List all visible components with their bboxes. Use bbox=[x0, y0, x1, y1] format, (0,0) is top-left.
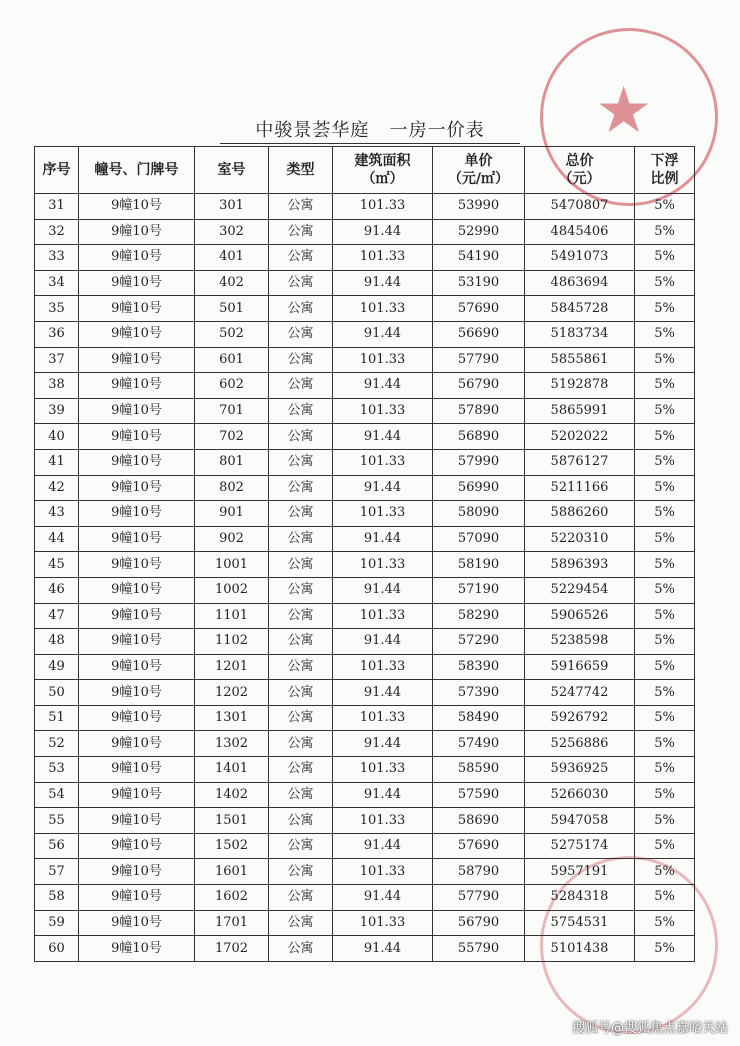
cell-room: 1702 bbox=[195, 936, 269, 962]
cell-type: 公寓 bbox=[269, 526, 333, 552]
cell-room: 302 bbox=[195, 219, 269, 245]
cell-area: 101.33 bbox=[333, 705, 433, 731]
cell-unit-price: 56990 bbox=[433, 475, 525, 501]
cell-discount: 5% bbox=[635, 296, 695, 322]
cell-index: 49 bbox=[35, 654, 79, 680]
cell-unit-price: 57390 bbox=[433, 680, 525, 706]
cell-discount: 5% bbox=[635, 245, 695, 271]
cell-area: 101.33 bbox=[333, 808, 433, 834]
table-row bbox=[35, 654, 695, 680]
cell-unit-price: 53990 bbox=[433, 194, 525, 220]
cell-type: 公寓 bbox=[269, 270, 333, 296]
cell-building: 9幢10号 bbox=[79, 654, 195, 680]
cell-total-price: 5957191 bbox=[525, 859, 635, 885]
table-row bbox=[35, 782, 695, 808]
cell-discount: 5% bbox=[635, 757, 695, 783]
cell-total-price: 5220310 bbox=[525, 526, 635, 552]
cell-total-price: 5865991 bbox=[525, 398, 635, 424]
cell-building: 9幢10号 bbox=[79, 705, 195, 731]
cell-index: 52 bbox=[35, 731, 79, 757]
cell-area: 101.33 bbox=[333, 859, 433, 885]
cell-building: 9幢10号 bbox=[79, 680, 195, 706]
header-index: 序号 bbox=[35, 147, 79, 194]
table-row bbox=[35, 245, 695, 271]
cell-total-price: 5947058 bbox=[525, 808, 635, 834]
cell-discount: 5% bbox=[635, 552, 695, 578]
cell-building: 9幢10号 bbox=[79, 833, 195, 859]
cell-area: 101.33 bbox=[333, 296, 433, 322]
cell-room: 502 bbox=[195, 321, 269, 347]
cell-room: 602 bbox=[195, 373, 269, 399]
cell-room: 1302 bbox=[195, 731, 269, 757]
cell-type: 公寓 bbox=[269, 808, 333, 834]
header-area: 建筑面积 （㎡） bbox=[333, 147, 433, 194]
cell-room: 1701 bbox=[195, 910, 269, 936]
cell-room: 1102 bbox=[195, 629, 269, 655]
cell-index: 43 bbox=[35, 501, 79, 527]
table-row bbox=[35, 296, 695, 322]
cell-area: 101.33 bbox=[333, 757, 433, 783]
cell-total-price: 5211166 bbox=[525, 475, 635, 501]
cell-type: 公寓 bbox=[269, 449, 333, 475]
cell-total-price: 5754531 bbox=[525, 910, 635, 936]
cell-index: 59 bbox=[35, 910, 79, 936]
cell-index: 56 bbox=[35, 833, 79, 859]
table-row bbox=[35, 885, 695, 911]
cell-index: 51 bbox=[35, 705, 79, 731]
table-row bbox=[35, 347, 695, 373]
cell-building: 9幢10号 bbox=[79, 936, 195, 962]
cell-index: 46 bbox=[35, 577, 79, 603]
cell-discount: 5% bbox=[635, 321, 695, 347]
cell-unit-price: 53190 bbox=[433, 270, 525, 296]
cell-type: 公寓 bbox=[269, 219, 333, 245]
cell-unit-price: 58190 bbox=[433, 552, 525, 578]
cell-area: 91.44 bbox=[333, 833, 433, 859]
header-unit-price: 单价 （元/㎡） bbox=[433, 147, 525, 194]
cell-index: 39 bbox=[35, 398, 79, 424]
cell-unit-price: 58790 bbox=[433, 859, 525, 885]
cell-total-price: 5876127 bbox=[525, 449, 635, 475]
cell-area: 91.44 bbox=[333, 936, 433, 962]
cell-total-price: 5470807 bbox=[525, 194, 635, 220]
header-total-price: 总价 （元） bbox=[525, 147, 635, 194]
cell-total-price: 5101438 bbox=[525, 936, 635, 962]
cell-building: 9幢10号 bbox=[79, 577, 195, 603]
cell-room: 601 bbox=[195, 347, 269, 373]
cell-discount: 5% bbox=[635, 629, 695, 655]
cell-room: 801 bbox=[195, 449, 269, 475]
cell-type: 公寓 bbox=[269, 885, 333, 911]
cell-unit-price: 58690 bbox=[433, 808, 525, 834]
table-row bbox=[35, 194, 695, 220]
cell-total-price: 4863694 bbox=[525, 270, 635, 296]
cell-building: 9幢10号 bbox=[79, 296, 195, 322]
cell-total-price: 5229454 bbox=[525, 577, 635, 603]
cell-total-price: 5926792 bbox=[525, 705, 635, 731]
cell-discount: 5% bbox=[635, 424, 695, 450]
cell-discount: 5% bbox=[635, 501, 695, 527]
cell-index: 42 bbox=[35, 475, 79, 501]
cell-total-price: 5855861 bbox=[525, 347, 635, 373]
cell-discount: 5% bbox=[635, 654, 695, 680]
cell-room: 1602 bbox=[195, 885, 269, 911]
cell-index: 32 bbox=[35, 219, 79, 245]
cell-type: 公寓 bbox=[269, 373, 333, 399]
cell-room: 1202 bbox=[195, 680, 269, 706]
source-watermark: 搜狐号@搜狐焦点嘉峪关站 bbox=[571, 1021, 728, 1036]
cell-type: 公寓 bbox=[269, 552, 333, 578]
cell-discount: 5% bbox=[635, 526, 695, 552]
cell-area: 101.33 bbox=[333, 347, 433, 373]
cell-unit-price: 56690 bbox=[433, 321, 525, 347]
cell-building: 9幢10号 bbox=[79, 373, 195, 399]
cell-discount: 5% bbox=[635, 705, 695, 731]
cell-building: 9幢10号 bbox=[79, 859, 195, 885]
table-row bbox=[35, 680, 695, 706]
cell-discount: 5% bbox=[635, 910, 695, 936]
cell-room: 1502 bbox=[195, 833, 269, 859]
cell-type: 公寓 bbox=[269, 296, 333, 322]
cell-area: 101.33 bbox=[333, 501, 433, 527]
cell-discount: 5% bbox=[635, 782, 695, 808]
cell-room: 1101 bbox=[195, 603, 269, 629]
cell-type: 公寓 bbox=[269, 833, 333, 859]
cell-area: 91.44 bbox=[333, 270, 433, 296]
cell-total-price: 5284318 bbox=[525, 885, 635, 911]
table-header-row bbox=[35, 147, 695, 194]
price-table bbox=[34, 146, 695, 962]
cell-building: 9幢10号 bbox=[79, 194, 195, 220]
cell-total-price: 5491073 bbox=[525, 245, 635, 271]
cell-unit-price: 52990 bbox=[433, 219, 525, 245]
cell-unit-price: 57790 bbox=[433, 347, 525, 373]
cell-type: 公寓 bbox=[269, 577, 333, 603]
cell-area: 101.33 bbox=[333, 552, 433, 578]
table-row bbox=[35, 501, 695, 527]
cell-area: 91.44 bbox=[333, 475, 433, 501]
cell-area: 91.44 bbox=[333, 526, 433, 552]
cell-discount: 5% bbox=[635, 373, 695, 399]
cell-building: 9幢10号 bbox=[79, 910, 195, 936]
cell-type: 公寓 bbox=[269, 424, 333, 450]
table-row bbox=[35, 705, 695, 731]
cell-discount: 5% bbox=[635, 936, 695, 962]
cell-total-price: 5183734 bbox=[525, 321, 635, 347]
header-type: 类型 bbox=[269, 147, 333, 194]
cell-discount: 5% bbox=[635, 219, 695, 245]
cell-room: 1601 bbox=[195, 859, 269, 885]
cell-area: 101.33 bbox=[333, 910, 433, 936]
cell-type: 公寓 bbox=[269, 501, 333, 527]
cell-type: 公寓 bbox=[269, 731, 333, 757]
table-row bbox=[35, 757, 695, 783]
table-row bbox=[35, 577, 695, 603]
header-building: 幢号、门牌号 bbox=[79, 147, 195, 194]
table-row bbox=[35, 603, 695, 629]
cell-discount: 5% bbox=[635, 270, 695, 296]
cell-index: 36 bbox=[35, 321, 79, 347]
cell-room: 702 bbox=[195, 424, 269, 450]
cell-index: 34 bbox=[35, 270, 79, 296]
cell-type: 公寓 bbox=[269, 398, 333, 424]
seal-star-icon: ★ bbox=[595, 74, 653, 148]
cell-room: 401 bbox=[195, 245, 269, 271]
cell-building: 9幢10号 bbox=[79, 424, 195, 450]
table-row bbox=[35, 808, 695, 834]
cell-total-price: 5936925 bbox=[525, 757, 635, 783]
cell-unit-price: 58390 bbox=[433, 654, 525, 680]
cell-unit-price: 57290 bbox=[433, 629, 525, 655]
header-discount: 下浮 比例 bbox=[635, 147, 695, 194]
table-row bbox=[35, 321, 695, 347]
cell-discount: 5% bbox=[635, 731, 695, 757]
cell-index: 47 bbox=[35, 603, 79, 629]
cell-type: 公寓 bbox=[269, 680, 333, 706]
cell-unit-price: 57790 bbox=[433, 885, 525, 911]
cell-unit-price: 54190 bbox=[433, 245, 525, 271]
cell-room: 1002 bbox=[195, 577, 269, 603]
table-row bbox=[35, 475, 695, 501]
cell-index: 50 bbox=[35, 680, 79, 706]
cell-total-price: 5896393 bbox=[525, 552, 635, 578]
table-row bbox=[35, 526, 695, 552]
table-row bbox=[35, 424, 695, 450]
table-row bbox=[35, 398, 695, 424]
cell-building: 9幢10号 bbox=[79, 475, 195, 501]
cell-type: 公寓 bbox=[269, 757, 333, 783]
cell-total-price: 5906526 bbox=[525, 603, 635, 629]
cell-building: 9幢10号 bbox=[79, 885, 195, 911]
cell-index: 53 bbox=[35, 757, 79, 783]
cell-building: 9幢10号 bbox=[79, 629, 195, 655]
cell-discount: 5% bbox=[635, 603, 695, 629]
cell-unit-price: 56790 bbox=[433, 910, 525, 936]
table-row bbox=[35, 270, 695, 296]
table-body bbox=[35, 194, 695, 962]
cell-type: 公寓 bbox=[269, 936, 333, 962]
cell-unit-price: 56790 bbox=[433, 373, 525, 399]
cell-unit-price: 57590 bbox=[433, 782, 525, 808]
cell-area: 101.33 bbox=[333, 194, 433, 220]
cell-discount: 5% bbox=[635, 808, 695, 834]
cell-building: 9幢10号 bbox=[79, 398, 195, 424]
cell-unit-price: 58590 bbox=[433, 757, 525, 783]
cell-unit-price: 58090 bbox=[433, 501, 525, 527]
cell-type: 公寓 bbox=[269, 347, 333, 373]
cell-room: 1501 bbox=[195, 808, 269, 834]
cell-type: 公寓 bbox=[269, 194, 333, 220]
cell-building: 9幢10号 bbox=[79, 347, 195, 373]
cell-discount: 5% bbox=[635, 859, 695, 885]
cell-room: 1201 bbox=[195, 654, 269, 680]
document-title: 中骏景荟华庭 一房一价表 bbox=[220, 116, 520, 144]
cell-index: 57 bbox=[35, 859, 79, 885]
cell-index: 35 bbox=[35, 296, 79, 322]
cell-discount: 5% bbox=[635, 347, 695, 373]
cell-index: 40 bbox=[35, 424, 79, 450]
cell-index: 60 bbox=[35, 936, 79, 962]
cell-index: 58 bbox=[35, 885, 79, 911]
table-row bbox=[35, 219, 695, 245]
table-row bbox=[35, 552, 695, 578]
cell-total-price: 5192878 bbox=[525, 373, 635, 399]
cell-type: 公寓 bbox=[269, 475, 333, 501]
cell-building: 9幢10号 bbox=[79, 552, 195, 578]
cell-area: 101.33 bbox=[333, 603, 433, 629]
table-row bbox=[35, 629, 695, 655]
cell-building: 9幢10号 bbox=[79, 603, 195, 629]
cell-area: 91.44 bbox=[333, 373, 433, 399]
cell-area: 91.44 bbox=[333, 577, 433, 603]
cell-area: 101.33 bbox=[333, 654, 433, 680]
cell-total-price: 5247742 bbox=[525, 680, 635, 706]
cell-building: 9幢10号 bbox=[79, 219, 195, 245]
table-row bbox=[35, 373, 695, 399]
cell-discount: 5% bbox=[635, 680, 695, 706]
cell-area: 91.44 bbox=[333, 782, 433, 808]
cell-area: 91.44 bbox=[333, 629, 433, 655]
cell-index: 48 bbox=[35, 629, 79, 655]
cell-building: 9幢10号 bbox=[79, 449, 195, 475]
cell-room: 1001 bbox=[195, 552, 269, 578]
cell-type: 公寓 bbox=[269, 654, 333, 680]
cell-room: 1402 bbox=[195, 782, 269, 808]
cell-area: 91.44 bbox=[333, 321, 433, 347]
cell-total-price: 5256886 bbox=[525, 731, 635, 757]
cell-index: 44 bbox=[35, 526, 79, 552]
cell-index: 33 bbox=[35, 245, 79, 271]
cell-room: 901 bbox=[195, 501, 269, 527]
cell-area: 91.44 bbox=[333, 731, 433, 757]
table-row bbox=[35, 833, 695, 859]
cell-unit-price: 56890 bbox=[433, 424, 525, 450]
cell-total-price: 4845406 bbox=[525, 219, 635, 245]
table-row bbox=[35, 859, 695, 885]
cell-type: 公寓 bbox=[269, 859, 333, 885]
cell-discount: 5% bbox=[635, 449, 695, 475]
cell-type: 公寓 bbox=[269, 705, 333, 731]
cell-index: 31 bbox=[35, 194, 79, 220]
cell-building: 9幢10号 bbox=[79, 782, 195, 808]
header-room: 室号 bbox=[195, 147, 269, 194]
cell-total-price: 5266030 bbox=[525, 782, 635, 808]
cell-type: 公寓 bbox=[269, 910, 333, 936]
cell-index: 55 bbox=[35, 808, 79, 834]
cell-building: 9幢10号 bbox=[79, 526, 195, 552]
cell-building: 9幢10号 bbox=[79, 501, 195, 527]
cell-room: 902 bbox=[195, 526, 269, 552]
cell-unit-price: 55790 bbox=[433, 936, 525, 962]
table-row bbox=[35, 449, 695, 475]
cell-area: 91.44 bbox=[333, 219, 433, 245]
cell-type: 公寓 bbox=[269, 245, 333, 271]
cell-unit-price: 58290 bbox=[433, 603, 525, 629]
cell-room: 802 bbox=[195, 475, 269, 501]
cell-building: 9幢10号 bbox=[79, 731, 195, 757]
cell-building: 9幢10号 bbox=[79, 270, 195, 296]
cell-total-price: 5202022 bbox=[525, 424, 635, 450]
cell-room: 402 bbox=[195, 270, 269, 296]
cell-index: 37 bbox=[35, 347, 79, 373]
cell-total-price: 5238598 bbox=[525, 629, 635, 655]
table-row bbox=[35, 936, 695, 962]
cell-total-price: 5845728 bbox=[525, 296, 635, 322]
cell-room: 701 bbox=[195, 398, 269, 424]
cell-unit-price: 57090 bbox=[433, 526, 525, 552]
cell-discount: 5% bbox=[635, 885, 695, 911]
cell-building: 9幢10号 bbox=[79, 808, 195, 834]
cell-discount: 5% bbox=[635, 398, 695, 424]
cell-room: 301 bbox=[195, 194, 269, 220]
cell-type: 公寓 bbox=[269, 603, 333, 629]
cell-room: 501 bbox=[195, 296, 269, 322]
cell-unit-price: 57690 bbox=[433, 296, 525, 322]
cell-unit-price: 58490 bbox=[433, 705, 525, 731]
cell-area: 101.33 bbox=[333, 245, 433, 271]
cell-type: 公寓 bbox=[269, 782, 333, 808]
cell-building: 9幢10号 bbox=[79, 245, 195, 271]
cell-building: 9幢10号 bbox=[79, 757, 195, 783]
table-row bbox=[35, 910, 695, 936]
cell-area: 91.44 bbox=[333, 885, 433, 911]
cell-index: 54 bbox=[35, 782, 79, 808]
cell-total-price: 5916659 bbox=[525, 654, 635, 680]
cell-type: 公寓 bbox=[269, 629, 333, 655]
cell-discount: 5% bbox=[635, 475, 695, 501]
cell-type: 公寓 bbox=[269, 321, 333, 347]
cell-unit-price: 57890 bbox=[433, 398, 525, 424]
cell-area: 91.44 bbox=[333, 424, 433, 450]
cell-unit-price: 57490 bbox=[433, 731, 525, 757]
cell-discount: 5% bbox=[635, 194, 695, 220]
cell-room: 1401 bbox=[195, 757, 269, 783]
cell-total-price: 5886260 bbox=[525, 501, 635, 527]
cell-building: 9幢10号 bbox=[79, 321, 195, 347]
cell-room: 1301 bbox=[195, 705, 269, 731]
cell-total-price: 5275174 bbox=[525, 833, 635, 859]
cell-index: 41 bbox=[35, 449, 79, 475]
cell-index: 45 bbox=[35, 552, 79, 578]
cell-area: 101.33 bbox=[333, 449, 433, 475]
cell-area: 101.33 bbox=[333, 398, 433, 424]
cell-area: 91.44 bbox=[333, 680, 433, 706]
cell-discount: 5% bbox=[635, 577, 695, 603]
cell-unit-price: 57990 bbox=[433, 449, 525, 475]
cell-discount: 5% bbox=[635, 833, 695, 859]
cell-unit-price: 57690 bbox=[433, 833, 525, 859]
cell-index: 38 bbox=[35, 373, 79, 399]
table-row bbox=[35, 731, 695, 757]
cell-unit-price: 57190 bbox=[433, 577, 525, 603]
